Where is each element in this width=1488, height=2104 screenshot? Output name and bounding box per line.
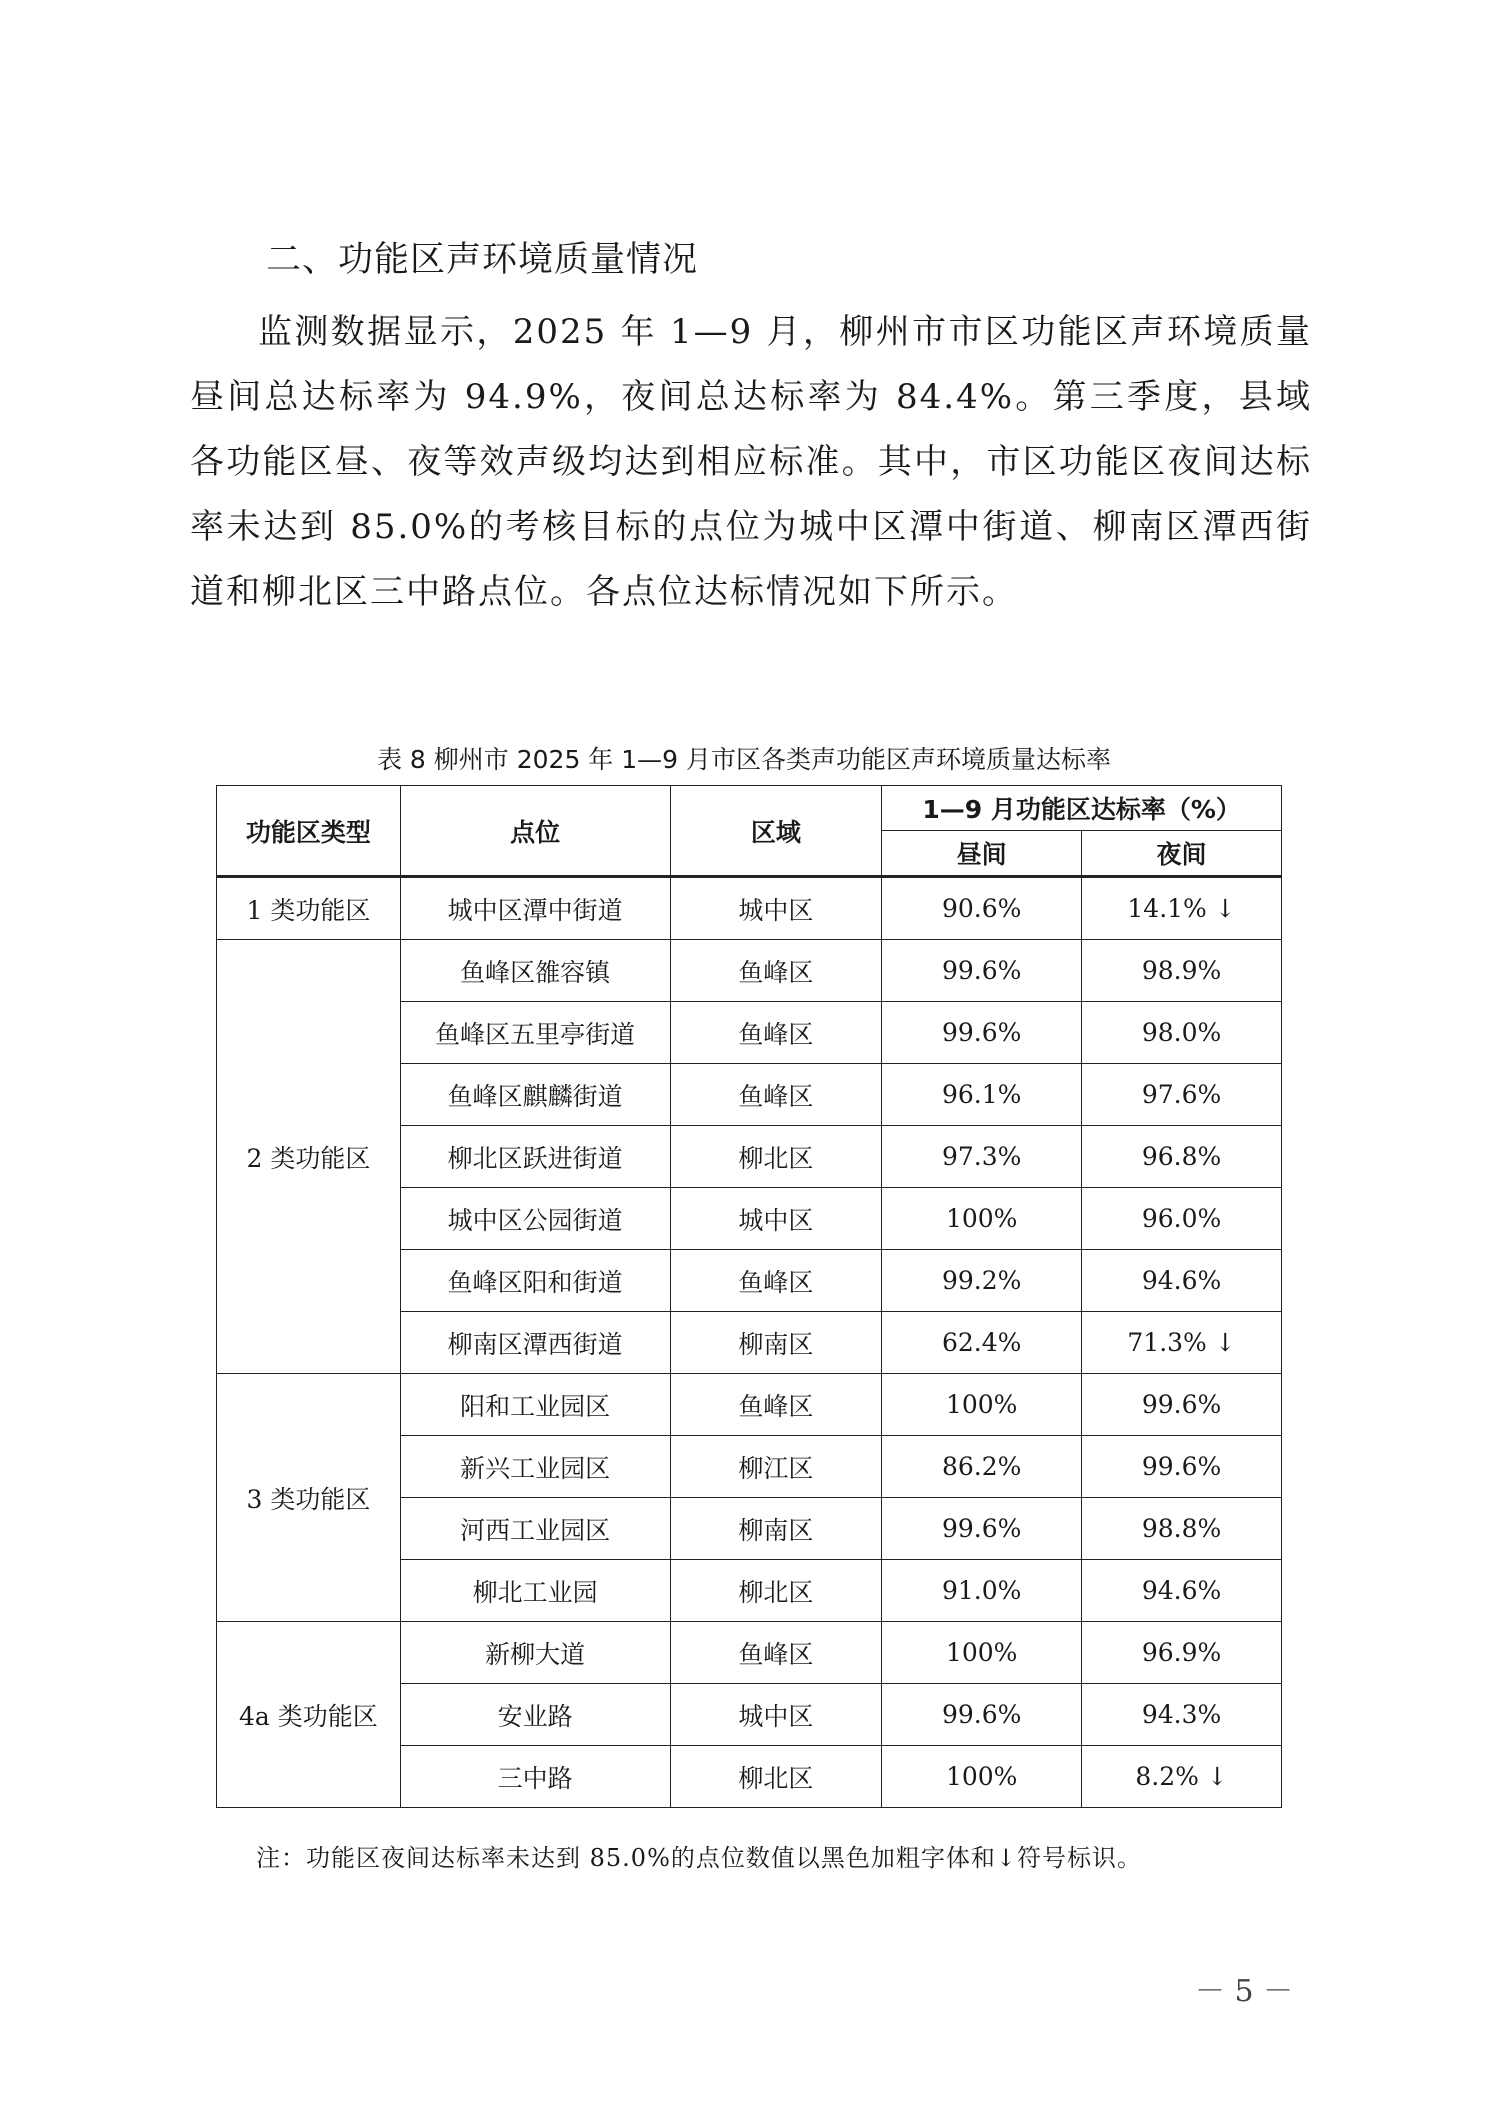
district-cell: 柳江区 <box>670 1436 882 1498</box>
table-row <box>217 877 1282 940</box>
district-cell: 柳北区 <box>670 1560 882 1622</box>
night-cell: 94.6% <box>1082 1560 1282 1622</box>
site-cell: 鱼峰区雒容镇 <box>400 940 670 1002</box>
site-cell: 柳北区跃进街道 <box>400 1126 670 1188</box>
day-cell: 99.6% <box>882 1684 1082 1746</box>
district-cell: 柳北区 <box>670 1746 882 1808</box>
header-zone-type: 功能区类型 <box>217 786 401 877</box>
district-cell: 鱼峰区 <box>670 1250 882 1312</box>
day-cell: 99.6% <box>882 1498 1082 1560</box>
district-cell: 城中区 <box>670 1188 882 1250</box>
zone-type-cell: 4a 类功能区 <box>217 1622 401 1808</box>
zone-type-cell: 2 类功能区 <box>217 940 401 1374</box>
site-cell: 柳北工业园 <box>400 1560 670 1622</box>
table-note: 注：功能区夜间达标率未达到 85.0%的点位数值以黑色加粗字体和↓符号标识。 <box>256 1844 1142 1872</box>
night-cell: 96.9% <box>1082 1622 1282 1684</box>
district-cell: 柳北区 <box>670 1126 882 1188</box>
site-cell: 河西工业园区 <box>400 1498 670 1560</box>
header-district: 区域 <box>670 786 882 877</box>
site-cell: 鱼峰区麒麟街道 <box>400 1064 670 1126</box>
site-cell: 新柳大道 <box>400 1622 670 1684</box>
day-cell: 100% <box>882 1746 1082 1808</box>
district-cell: 鱼峰区 <box>670 940 882 1002</box>
night-cell: 96.8% <box>1082 1126 1282 1188</box>
zone-type-cell: 3 类功能区 <box>217 1374 401 1622</box>
night-cell: 8.2% ↓ <box>1082 1746 1282 1808</box>
district-cell: 城中区 <box>670 1684 882 1746</box>
night-cell: 99.6% <box>1082 1436 1282 1498</box>
district-cell: 城中区 <box>670 877 882 940</box>
day-cell: 91.0% <box>882 1560 1082 1622</box>
table-row <box>217 1374 1282 1436</box>
day-cell: 97.3% <box>882 1126 1082 1188</box>
site-cell: 新兴工业园区 <box>400 1436 670 1498</box>
site-cell: 柳南区潭西街道 <box>400 1312 670 1374</box>
night-cell: 98.9% <box>1082 940 1282 1002</box>
day-cell: 90.6% <box>882 877 1082 940</box>
zone-type-cell: 1 类功能区 <box>217 877 401 940</box>
table-caption: 表 8 柳州市 2025 年 1—9 月市区各类声功能区声环境质量达标率 <box>376 745 1112 774</box>
day-cell: 99.2% <box>882 1250 1082 1312</box>
header-night: 夜间 <box>1082 831 1282 877</box>
day-cell: 62.4% <box>882 1312 1082 1374</box>
site-cell: 三中路 <box>400 1746 670 1808</box>
district-cell: 柳南区 <box>670 1498 882 1560</box>
header-rate-group: 1—9 月功能区达标率（%） <box>882 786 1282 831</box>
district-cell: 鱼峰区 <box>670 1064 882 1126</box>
site-cell: 鱼峰区五里亭街道 <box>400 1002 670 1064</box>
district-cell: 鱼峰区 <box>670 1374 882 1436</box>
site-cell: 安业路 <box>400 1684 670 1746</box>
district-cell: 柳南区 <box>670 1312 882 1374</box>
table-row <box>217 940 1282 1002</box>
compliance-table <box>216 785 1282 1808</box>
night-cell: 71.3% ↓ <box>1082 1312 1282 1374</box>
table-body <box>217 877 1282 1808</box>
night-cell: 94.6% <box>1082 1250 1282 1312</box>
night-cell: 99.6% <box>1082 1374 1282 1436</box>
day-cell: 100% <box>882 1374 1082 1436</box>
day-cell: 100% <box>882 1188 1082 1250</box>
site-cell: 城中区公园街道 <box>400 1188 670 1250</box>
district-cell: 鱼峰区 <box>670 1002 882 1064</box>
night-cell: 14.1% ↓ <box>1082 877 1282 940</box>
day-cell: 99.6% <box>882 1002 1082 1064</box>
site-cell: 鱼峰区阳和街道 <box>400 1250 670 1312</box>
body-paragraph: 监测数据显示，2025 年 1—9 月，柳州市市区功能区声环境质量昼间总达标率为 94.9%，夜间总达标率为 84.4%。第三季度，县域各功能区昼、夜等效声级均达到相应标准。其中，市区功能区夜间达标率未达到 85.0%的考核目标的点位为城中区潭中街道、柳南区潭西街道和柳北区三中路点位。各点位达标情况如下所示。 <box>190 312 1312 612</box>
night-cell: 94.3% <box>1082 1684 1282 1746</box>
day-cell: 99.6% <box>882 940 1082 1002</box>
section-heading: 二、功能区声环境质量情况 <box>266 240 699 280</box>
district-cell: 鱼峰区 <box>670 1622 882 1684</box>
day-cell: 86.2% <box>882 1436 1082 1498</box>
site-cell: 阳和工业园区 <box>400 1374 670 1436</box>
night-cell: 98.8% <box>1082 1498 1282 1560</box>
table-row <box>217 1622 1282 1684</box>
night-cell: 98.0% <box>1082 1002 1282 1064</box>
day-cell: 100% <box>882 1622 1082 1684</box>
day-cell: 96.1% <box>882 1064 1082 1126</box>
night-cell: 97.6% <box>1082 1064 1282 1126</box>
site-cell: 城中区潭中街道 <box>400 877 670 940</box>
header-day: 昼间 <box>882 831 1082 877</box>
page-number: － 5 － <box>1195 1974 1294 2009</box>
night-cell: 96.0% <box>1082 1188 1282 1250</box>
header-site: 点位 <box>400 786 670 877</box>
